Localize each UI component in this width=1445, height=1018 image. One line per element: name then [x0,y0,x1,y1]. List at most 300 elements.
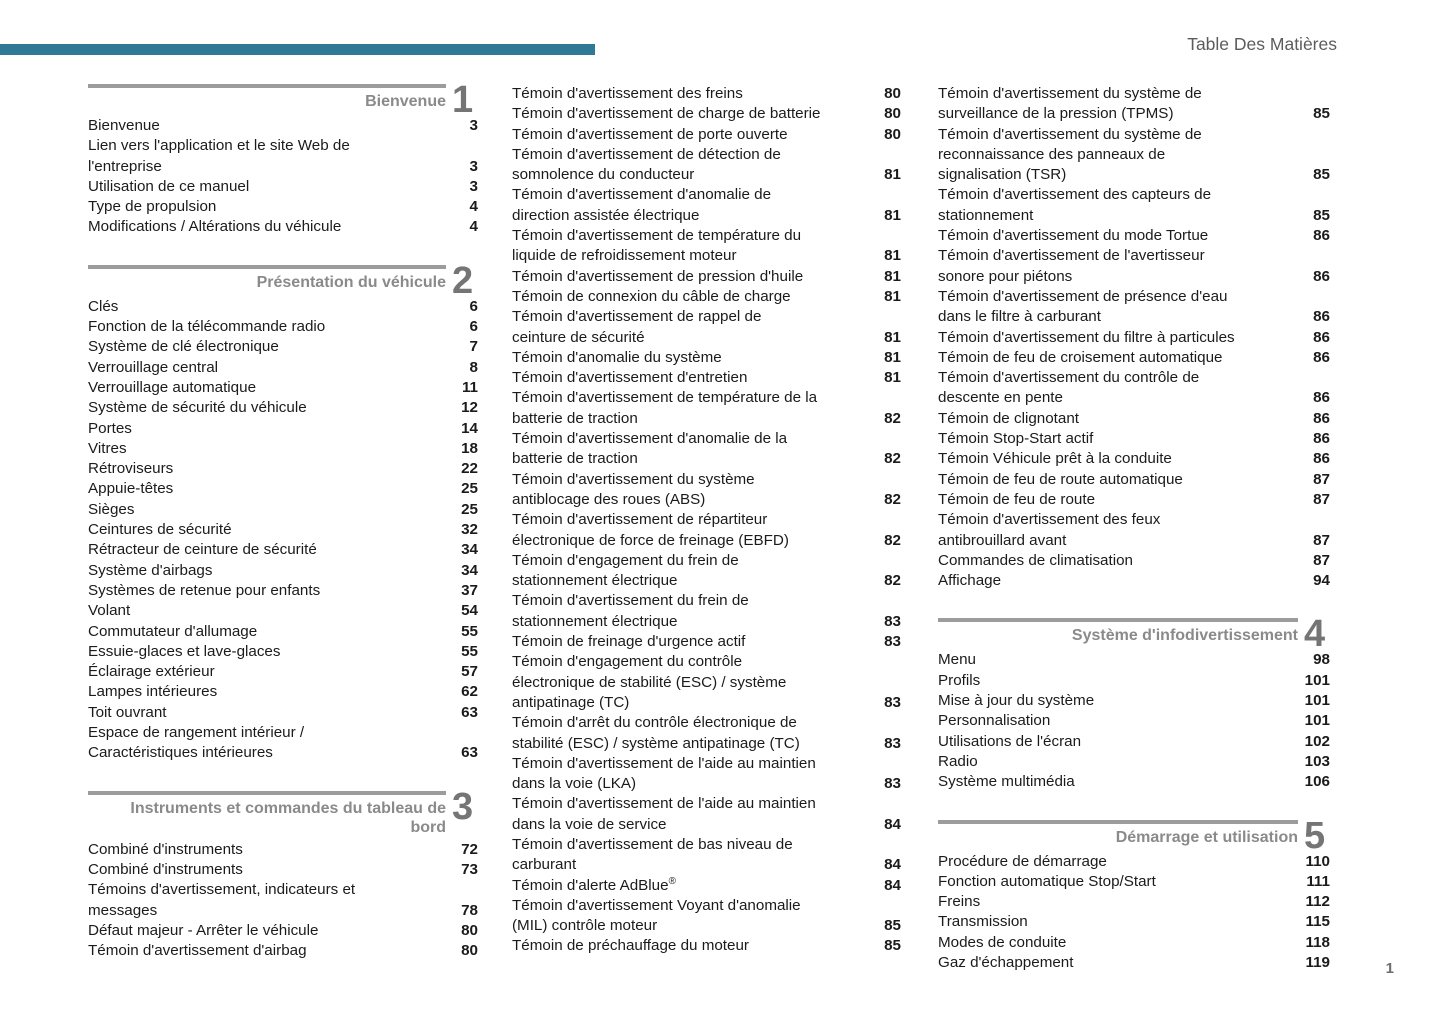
entry-page: 86 [1313,409,1330,427]
toc-entry [88,479,478,499]
toc-entry [88,860,478,880]
toc-entry [512,794,901,835]
entry-label-line: Clés [88,297,119,315]
entry-label-line: Témoin d'avertissement du contrôle de [938,369,1200,387]
section-number: 1 [452,79,473,121]
toc-entry [938,732,1330,752]
toc-entry [88,358,478,378]
entry-page: 6 [469,318,478,336]
entry-label-line: Témoin d'avertissement de l'avertisseur [938,247,1205,265]
toc-entry [938,449,1330,469]
entry-label [512,551,878,592]
toc-entry [512,145,901,186]
entry-label [88,439,455,459]
toc-entry [938,226,1330,246]
entry-label-line: Témoin d'anomalie du système [512,348,722,366]
entry-label-line: Témoin d'avertissement du système de [938,125,1202,143]
entry-label-line: Procédure de démarrage [938,852,1107,870]
toc-entry [88,177,478,197]
entry-label-line: Appuie-têtes [88,480,174,498]
section-title [88,273,446,292]
entry-label-line: stationnement électrique [512,572,678,590]
entry-page: 110 [1305,852,1330,870]
entry-label [938,933,1299,953]
toc-entry [512,348,901,368]
entry-label [512,470,878,511]
entry-label [512,145,878,186]
entry-label [512,936,878,956]
entry-page: 83 [884,612,901,630]
entry-label [88,540,455,560]
entry-label [88,337,464,357]
entry-label-line: Systèmes de retenue pour enfants [88,581,321,599]
entry-label-line: Témoin d'avertissement de rappel de [512,308,762,326]
section-header-left [938,618,1298,650]
section-title-line: Instruments et commandes du tableau de [130,799,446,817]
entry-label-line: Commandes de climatisation [938,551,1133,569]
entry-label-line: Défaut majeur - Arrêter le véhicule [88,921,319,939]
entry-label [512,632,878,652]
toc-entry [938,551,1330,571]
entry-label-line: antibrouillard avant [938,531,1067,549]
entry-page: 22 [461,460,478,478]
toc-entry [938,328,1330,348]
entry-page: 81 [884,267,901,285]
entry-label [88,682,455,702]
entry-label-line: Témoin d'avertissement du système de [938,85,1202,102]
entry-label [938,872,1300,892]
entry-label [938,348,1307,368]
entry-label-line: Sièges [88,500,135,518]
entry-label-line: Témoin d'avertissement de l'aide au maintien [512,795,816,813]
entry-label-line: Commutateur d'allumage [88,622,258,640]
entry-label-line: Témoin de feu de route automatique [938,470,1183,488]
entry-page: 80 [461,942,478,960]
entry-label-line: Système d'airbags [88,561,213,579]
toc-entry [88,297,478,317]
entry-label-line: Système de sécurité du véhicule [88,399,307,417]
entry-page: 3 [469,157,478,175]
toc-entry [88,116,478,136]
entry-label-line: Témoin d'avertissement du système [512,470,755,488]
entry-label [938,470,1307,490]
entry-label-line: Témoin d'avertissement de détection de [512,145,781,163]
entry-label-line: messages [88,901,158,919]
entry-page: 11 [461,378,478,396]
page-title: Table Des Matières [1187,34,1337,54]
entry-page: 25 [461,500,478,518]
entry-label-line: Témoin d'arrêt du contrôle électronique de [512,714,797,732]
entry-label [512,835,878,876]
section-header-left [938,820,1298,852]
entry-page: 63 [461,744,478,762]
entry-label-line: Volant [88,602,131,620]
entry-label-line: Éclairage extérieur [88,663,215,681]
section-title [88,799,446,837]
toc-entry [512,307,901,348]
entry-page: 80 [461,921,478,939]
entry-label [938,732,1299,752]
entry-label-line: Fonction de la télécommande radio [88,318,326,336]
entry-label-line: Témoin de feu de croisement automatique [938,348,1223,366]
entry-label-line: Témoin d'avertissement Voyant d'anomalie [512,896,801,914]
section-title [938,828,1298,847]
section-header [938,814,1330,857]
entry-label [88,601,455,621]
toc-entry [88,703,478,723]
entry-label-line: stationnement [938,206,1034,224]
entry-page: 87 [1313,470,1330,488]
entry-label-line: signalisation (TSR) [938,166,1067,184]
entry-label [512,876,878,896]
entry-label [88,561,455,581]
entry-page: 85 [884,917,901,935]
toc-entry [512,652,901,713]
toc-entry [938,490,1330,510]
entry-page: 73 [461,860,478,878]
entry-label-line: Témoin d'avertissement de charge de batterie [512,105,821,123]
toc-entry [512,388,901,429]
entry-label [512,794,878,835]
entry-label-line: Modes de conduite [938,933,1067,951]
entry-label [938,429,1307,449]
section-header [88,785,478,840]
entry-label [938,711,1299,731]
entry-page: 8 [469,358,478,376]
entry-label [938,246,1307,287]
entry-label-line: dans la voie de service [512,815,667,833]
section-title-line: Présentation du véhicule [256,273,446,291]
toc-entry [88,561,478,581]
entry-label-line: Freins [938,893,981,911]
registered-mark: ® [668,875,676,887]
entry-label-line: somnolence du conducteur [512,166,695,184]
entry-label-line: Témoin Stop-Start actif [938,430,1094,448]
toc-entry [88,921,478,941]
entry-label [512,652,878,713]
toc-entry [512,591,901,632]
entry-label-line: Affichage [938,572,1002,590]
toc-entry [512,104,901,124]
entry-label [88,520,455,540]
entry-page: 82 [884,531,901,549]
toc-entry [938,953,1330,973]
entry-page: 111 [1306,872,1330,890]
entry-label-line: Personnalisation [938,712,1051,730]
entry-page: 86 [1313,430,1330,448]
entry-label [88,217,464,237]
toc-entry [938,752,1330,772]
entry-page: 106 [1304,773,1330,791]
entry-label-line: sonore pour piétons [938,267,1073,285]
entry-page: 81 [884,369,901,387]
entry-label-line: Témoin d'alerte AdBlue® [512,875,676,894]
entry-label-line: Témoin de clignotant [938,409,1079,427]
toc-entry [512,125,901,145]
toc-entry [88,136,478,177]
section-rule [88,265,446,269]
entry-label-line: électronique de stabilité (ESC) / système [512,673,787,691]
entry-page: 81 [884,247,901,265]
entry-label-line: Combiné d'instruments [88,840,243,858]
entry-label-line: Portes [88,419,132,437]
toc-column-2 [512,84,901,957]
entry-label [938,772,1299,792]
entry-page: 62 [461,683,478,701]
entry-label-line: Témoin d'avertissement de présence d'eau [938,287,1228,305]
entry-page: 4 [469,218,478,236]
toc-column-1 [88,79,478,961]
entry-page: 87 [1313,490,1330,508]
entry-label [88,500,455,520]
entry-label [88,419,455,439]
entry-label [938,912,1299,932]
entry-page: 82 [884,490,901,508]
entry-label-line: Profils [938,671,981,689]
entry-page: 86 [1313,328,1330,346]
entry-label-line: Lampes intérieures [88,683,218,701]
entry-page: 18 [461,439,478,457]
entry-page: 118 [1305,933,1330,951]
entry-page: 101 [1304,671,1330,689]
toc-entry [512,754,901,795]
toc-entry [88,601,478,621]
toc-entry [88,880,478,921]
entry-page: 78 [461,901,478,919]
toc-entry [938,711,1330,731]
entry-label-line: Menu [938,651,976,669]
entry-label [88,581,455,601]
entry-label-line: liquide de refroidissement moteur [512,247,737,265]
section-number: 5 [1304,814,1325,857]
toc-entry [512,287,901,307]
entry-label-line: Témoin d'avertissement des capteurs de [938,186,1212,204]
entry-label [512,713,878,754]
section-header [938,613,1330,656]
entry-page: 55 [461,642,478,660]
entry-page: 63 [461,703,478,721]
entry-label [88,860,455,880]
toc-entry [938,892,1330,912]
entry-label-line: Témoin d'avertissement du mode Tortue [938,227,1209,245]
entry-label [512,185,878,226]
entry-label [938,449,1307,469]
toc-entry [512,876,901,896]
toc-entry [938,287,1330,328]
entry-page: 55 [461,622,478,640]
entry-page: 3 [469,117,478,134]
entry-page: 85 [1313,105,1330,123]
entry-label-line: Système multimédia [938,773,1075,791]
entry-label-line: batterie de traction [512,409,638,427]
toc-entry [938,671,1330,691]
entry-page: 82 [884,450,901,468]
entry-label-line: Verrouillage automatique [88,378,257,396]
toc-entry [938,571,1330,591]
section-header [88,79,478,121]
entry-label-line: Témoin d'avertissement des freins [512,85,743,102]
toc-entry [88,398,478,418]
entry-label [88,723,455,764]
entry-page: 86 [1313,227,1330,245]
entry-label [88,378,456,398]
toc-entry [512,713,901,754]
toc-entry [938,933,1330,953]
entry-label [938,892,1299,912]
entry-page: 112 [1305,893,1330,911]
entry-page: 82 [884,572,901,590]
entry-label-line: Système de clé électronique [88,338,279,356]
entry-label [512,591,878,632]
entry-label-line: Mise à jour du système [938,692,1095,710]
entry-label [938,328,1307,348]
toc-entry [88,520,478,540]
toc-entry [512,896,901,937]
entry-label-line: Type de propulsion [88,198,217,216]
toc-entry [88,459,478,479]
entry-label [938,671,1299,691]
toc-entry [938,368,1330,409]
entry-page: 86 [1313,389,1330,407]
section-rule [938,618,1298,622]
toc-entry [88,540,478,560]
entry-label [512,267,878,287]
toc-entry [512,185,901,226]
entry-page: 4 [469,198,478,216]
entry-label [88,880,455,921]
toc-column-3 [938,84,1330,973]
entry-label [88,622,455,642]
entry-label-line: stabilité (ESC) / système antipatinage (TC) [512,734,800,752]
entry-label [512,429,878,470]
entry-page: 82 [884,409,901,427]
entry-page: 119 [1305,953,1330,971]
entry-page: 7 [469,338,478,356]
section-title [938,626,1298,645]
entry-label-line: Témoin d'avertissement du frein de [512,592,749,610]
entry-label-line: Utilisations de l'écran [938,732,1082,750]
entry-page: 81 [884,348,901,366]
entry-label-line: dans la voie (LKA) [512,775,637,793]
entry-label [88,479,455,499]
toc-entry [88,682,478,702]
entry-label [512,368,878,388]
toc-entry [938,691,1330,711]
entry-label-line: Transmission [938,913,1028,931]
accent-bar [0,44,595,55]
entry-label [88,662,455,682]
entry-label-line: Modifications / Altérations du véhicule [88,218,342,236]
entry-page: 6 [469,297,478,315]
entry-label [512,348,878,368]
entry-label-line: Rétracteur de ceinture de sécurité [88,541,317,559]
toc-entry [512,470,901,511]
entry-page: 32 [461,521,478,539]
toc-entry [938,872,1330,892]
entry-label-line: Lien vers l'application et le site Web de [88,137,350,155]
section-rule [88,791,446,795]
toc-entry [512,84,901,104]
entry-page: 80 [884,85,901,102]
entry-page: 87 [1313,551,1330,569]
entry-page: 86 [1313,450,1330,468]
entry-page: 85 [1313,206,1330,224]
entry-label [512,125,878,145]
entry-label-line: Témoin d'avertissement de l'aide au maintien [512,754,816,772]
entry-label [512,287,878,307]
entry-label [512,896,878,937]
entry-label-line: dans le filtre à carburant [938,308,1101,326]
section-header-left [88,265,446,297]
entry-label-line: Témoin d'avertissement d'anomalie de la [512,430,788,448]
toc-entry [512,429,901,470]
entry-label-line: ceinture de sécurité [512,328,645,346]
entry-label-line: Essuie-glaces et lave-glaces [88,642,281,660]
entry-label-line: direction assistée électrique [512,206,700,224]
entry-label-line: électronique de force de freinage (EBFD) [512,531,789,549]
entry-label-line: Témoin de feu de route [938,490,1096,508]
toc-entry [88,197,478,217]
entry-label-line: Utilisation de ce manuel [88,177,250,195]
entry-label-line: Rétroviseurs [88,460,174,478]
entry-label-line: Témoin d'avertissement de pression d'huile [512,267,804,285]
toc-entry [88,723,478,764]
entry-label [512,510,878,551]
toc-entry [512,936,901,956]
entry-label-line: Témoin d'avertissement des feux [938,511,1161,529]
entry-page: 34 [461,561,478,579]
toc-entry [512,368,901,388]
entry-label-line: Caractéristiques intérieures [88,744,273,762]
toc-entry [512,226,901,267]
toc-entry [938,125,1330,186]
toc-entry [938,912,1330,932]
entry-page: 98 [1313,651,1330,669]
entry-label [88,941,455,961]
toc-entry [88,581,478,601]
toc-entry [512,632,901,652]
entry-page: 84 [884,876,901,894]
entry-page: 57 [461,663,478,681]
entry-page: 87 [1313,531,1330,549]
entry-label [938,571,1307,591]
entry-label [512,388,878,429]
toc-entry [938,429,1330,449]
entry-label-line: Témoin d'avertissement du filtre à particules [938,328,1235,346]
entry-label [88,840,455,860]
entry-page: 85 [884,937,901,955]
entry-label-line: Témoin de préchauffage du moteur [512,937,749,955]
toc-entry [938,852,1330,872]
entry-label [512,754,878,795]
entry-label-line: Témoin d'engagement du frein de [512,551,739,569]
toc-entry [88,439,478,459]
section-number: 2 [452,259,473,302]
toc-entry [88,337,478,357]
entry-label-line: Témoin d'engagement du contrôle [512,653,743,671]
toc-entry [88,217,478,237]
entry-label-line: batterie de traction [512,450,638,468]
section-header-left [88,84,446,116]
section-rule [938,820,1298,824]
entry-page: 85 [1313,166,1330,184]
section-rule [88,84,446,88]
entry-label [88,116,464,136]
entry-page: 83 [884,734,901,752]
entry-label [938,409,1307,429]
entry-label [88,317,464,337]
entry-page: 102 [1304,732,1330,750]
